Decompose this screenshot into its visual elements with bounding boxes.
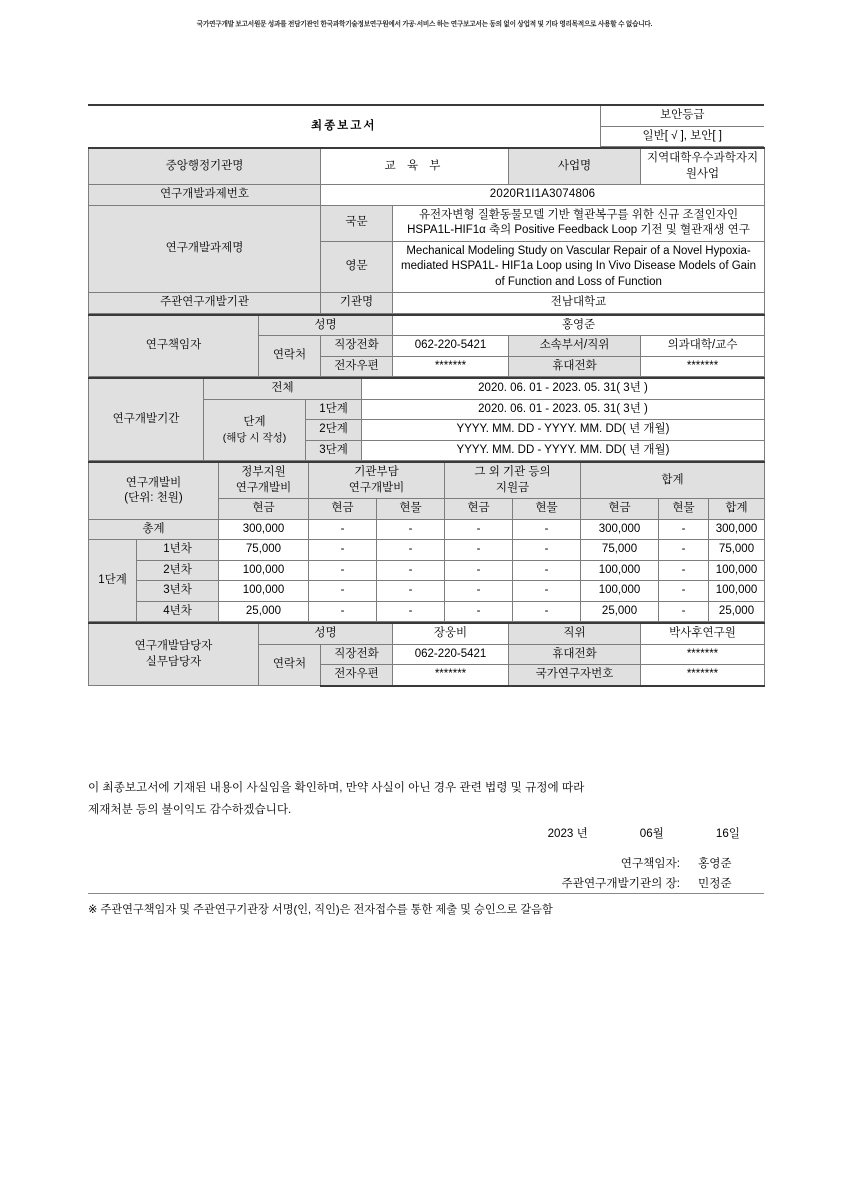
staff-office-phone-value: 062-220-5421	[393, 644, 509, 665]
budget-cell-3-0: 100,000	[219, 581, 309, 602]
staff-researcher-no-value: *******	[641, 665, 765, 686]
project-info-table	[88, 147, 765, 314]
table-row	[89, 601, 765, 622]
copyright-notice: 국가연구개발 보고서원문 성과를 전담기관인 한국과학기술정보연구원에서 가공·서비스 하는 연구보고서는 동의 없이 상업적 및 기타 영리목적으로 사용할 수 없습니다.	[196, 21, 653, 28]
budget-cell-2-4: -	[513, 560, 581, 581]
budget-cell-0-7: 300,000	[709, 519, 765, 540]
security-grade-header: 보안등급	[600, 105, 764, 126]
budget-subheader-5: 현금	[581, 499, 659, 520]
pi-name-label: 성명	[259, 315, 393, 336]
pi-email-label: 전자우편	[321, 356, 393, 377]
staff-email-label: 전자우편	[321, 665, 393, 686]
pi-email-value: *******	[393, 356, 509, 377]
budget-cell-4-2: -	[377, 601, 445, 622]
budget-stage-label: 1단계	[89, 540, 137, 622]
institution-name-label: 기관명	[321, 293, 393, 314]
period-total-row	[89, 378, 765, 399]
budget-cell-1-6: -	[659, 540, 709, 561]
staff-label-line1: 연구개발담당자	[134, 640, 213, 653]
budget-label-unit: (단위: 천원)	[124, 492, 183, 505]
budget-total-group: 합계	[581, 462, 765, 499]
budget-cell-0-0: 300,000	[219, 519, 309, 540]
budget-subheader-6: 현물	[659, 499, 709, 520]
staff-contact-label: 연락처	[259, 644, 321, 686]
period-stage-label-main: 단계	[243, 416, 266, 429]
budget-cell-0-2: -	[377, 519, 445, 540]
staff-position-label: 직위	[509, 623, 641, 644]
staff-label-line2: 실무담당자	[145, 655, 202, 668]
pi-signature-label: 연구책임자:	[620, 857, 680, 870]
budget-cell-2-0: 100,000	[219, 560, 309, 581]
budget-cell-3-6: -	[659, 581, 709, 602]
korean-title-label: 국문	[321, 205, 393, 241]
english-title-value: Mechanical Modeling Study on Vascular Repair of a Novel Hypoxia-mediated HSPA1L- HIF1a Loop using In Vivo Disease Models of Gain of Function and Loss of Function	[393, 241, 765, 293]
pi-label: 연구책임자	[89, 315, 259, 377]
agency-label: 중앙행정기관명	[89, 148, 321, 185]
budget-cell-1-3: -	[445, 540, 513, 561]
budget-cell-3-7: 100,000	[709, 581, 765, 602]
period-stage3-value: YYYY. MM. DD - YYYY. MM. DD( 년 개월)	[362, 440, 765, 461]
institution-name-value: 전남대학교	[393, 293, 765, 314]
signature-footnote: ※ 주관연구책임자 및 주관연구기관장 서명(인, 직인)은 전자접수를 통한 제출 및 승인으로 갈음함	[88, 893, 764, 917]
budget-table	[88, 461, 765, 622]
period-total-value: 2020. 06. 01 - 2023. 05. 31( 3년 )	[362, 378, 765, 399]
budget-gov-group	[219, 462, 309, 499]
staff-label	[89, 623, 259, 686]
head-signature-label: 주관연구개발기관의 장:	[561, 876, 680, 890]
project-number-label: 연구개발과제번호	[89, 185, 321, 206]
period-stage-label-sub: (해당 시 작성)	[222, 431, 287, 444]
declaration-line-1: 이 최종보고서에 기재된 내용이 사실임을 확인하며, 만약 사실이 아닌 경우 관련 법령 및 규정에 따라	[88, 781, 585, 794]
principal-investigator-table	[88, 314, 765, 378]
staff-mobile-value: *******	[641, 644, 765, 665]
period-label: 연구개발기간	[89, 378, 204, 461]
pi-office-phone-label: 직장전화	[321, 336, 393, 357]
declaration-line-2: 제재처분 등의 불이익도 감수하겠습니다.	[88, 803, 292, 816]
budget-cell-2-3: -	[445, 560, 513, 581]
period-stage3-name: 3단계	[306, 440, 362, 461]
period-stage1-value: 2020. 06. 01 - 2023. 05. 31( 3년 )	[362, 399, 765, 420]
budget-cell-4-7: 25,000	[709, 601, 765, 622]
pi-signature-row	[88, 854, 764, 874]
head-signature-row	[88, 874, 764, 894]
report-cover-table-wrapper	[88, 104, 764, 687]
budget-label	[89, 462, 219, 519]
staff-name-value: 장웅비	[393, 623, 509, 644]
agency-row	[89, 148, 765, 185]
period-stage-label	[204, 399, 306, 461]
budget-cell-2-2: -	[377, 560, 445, 581]
pi-department-value: 의과대학/교수	[641, 336, 765, 357]
agency-value: 교 육 부	[321, 148, 509, 185]
date-day: 16일	[715, 827, 740, 840]
budget-cell-4-5: 25,000	[581, 601, 659, 622]
pi-name-row	[89, 315, 765, 336]
pi-department-label: 소속부서/직위	[509, 336, 641, 357]
pi-mobile-label: 휴대전화	[509, 356, 641, 377]
budget-inst-line1: 기관부담	[354, 466, 399, 479]
budget-row-name-3: 3년차	[137, 581, 219, 602]
host-institution-row	[89, 293, 765, 314]
budget-cell-3-4: -	[513, 581, 581, 602]
budget-subheader-1: 현금	[309, 499, 377, 520]
budget-cell-1-2: -	[377, 540, 445, 561]
budget-inst-group	[309, 462, 445, 499]
budget-other-line2: 지원금	[495, 481, 530, 494]
program-label: 사업명	[509, 148, 641, 185]
project-title-kor-row	[89, 205, 765, 241]
budget-cell-1-1: -	[309, 540, 377, 561]
security-grade-value: 일반[ √ ], 보안[ ]	[600, 126, 764, 147]
pi-office-phone-value: 062-220-5421	[393, 336, 509, 357]
research-period-table	[88, 377, 765, 461]
staff-name-label: 성명	[259, 623, 393, 644]
table-row	[89, 540, 765, 561]
budget-cell-0-3: -	[445, 519, 513, 540]
page-title: 최종보고서	[88, 105, 600, 147]
staff-office-phone-label: 직장전화	[321, 644, 393, 665]
budget-subheader-7: 합계	[709, 499, 765, 520]
budget-header-row	[89, 462, 765, 499]
budget-cell-3-5: 100,000	[581, 581, 659, 602]
budget-row-name-0: 총계	[89, 519, 219, 540]
budget-cell-2-1: -	[309, 560, 377, 581]
budget-cell-1-5: 75,000	[581, 540, 659, 561]
staff-position-value: 박사후연구원	[641, 623, 765, 644]
budget-other-group	[445, 462, 581, 499]
budget-gov-line1: 정부지원	[241, 466, 286, 479]
date-year: 2023 년	[547, 827, 588, 840]
program-value: 지역대학우수과학자지원사업	[641, 148, 765, 185]
budget-subheader-2: 현물	[377, 499, 445, 520]
korean-title-value: 유전자변형 질환동물모델 기반 혈관복구를 위한 신규 조절인자인 HSPA1L-HIF1α 축의 Positive Feedback Loop 기전 및 혈관재생 연구	[393, 205, 765, 241]
budget-subheader-4: 현물	[513, 499, 581, 520]
budget-cell-3-2: -	[377, 581, 445, 602]
staff-mobile-label: 휴대전화	[509, 644, 641, 665]
budget-other-line1: 그 외 기관 등의	[474, 466, 551, 479]
budget-cell-0-1: -	[309, 519, 377, 540]
budget-row-name-1: 1년차	[137, 540, 219, 561]
staff-contact-table	[88, 622, 765, 687]
budget-cell-4-3: -	[445, 601, 513, 622]
pi-name-value: 홍영준	[393, 315, 765, 336]
signature-block	[88, 854, 764, 893]
budget-cell-1-7: 75,000	[709, 540, 765, 561]
budget-cell-2-5: 100,000	[581, 560, 659, 581]
budget-gov-line2: 연구개발비	[235, 481, 292, 494]
budget-inst-line2: 연구개발비	[348, 481, 405, 494]
budget-cell-1-4: -	[513, 540, 581, 561]
budget-cell-4-4: -	[513, 601, 581, 622]
budget-row-name-2: 2년차	[137, 560, 219, 581]
budget-label-main: 연구개발비	[125, 476, 182, 489]
staff-email-value: *******	[393, 665, 509, 686]
budget-cell-4-0: 25,000	[219, 601, 309, 622]
budget-cell-1-0: 75,000	[219, 540, 309, 561]
table-row	[89, 519, 765, 540]
staff-researcher-no-label: 국가연구자번호	[509, 665, 641, 686]
table-row	[89, 560, 765, 581]
title-row	[88, 105, 764, 126]
host-institution-label: 주관연구개발기관	[89, 293, 321, 314]
project-title-label: 연구개발과제명	[89, 205, 321, 293]
project-number-value: 2020R1I1A3074806	[321, 185, 765, 206]
title-security-table	[88, 104, 764, 147]
budget-cell-2-7: 100,000	[709, 560, 765, 581]
budget-subheader-3: 현금	[445, 499, 513, 520]
head-signature-name: 민정준	[698, 876, 732, 890]
period-total-label: 전체	[204, 378, 362, 399]
pi-mobile-value: *******	[641, 356, 765, 377]
budget-cell-4-6: -	[659, 601, 709, 622]
pi-signature-name: 홍영준	[698, 857, 732, 870]
table-row	[89, 581, 765, 602]
period-stage2-value: YYYY. MM. DD - YYYY. MM. DD( 년 개월)	[362, 420, 765, 441]
english-title-label: 영문	[321, 241, 393, 293]
budget-cell-0-4: -	[513, 519, 581, 540]
budget-cell-3-1: -	[309, 581, 377, 602]
budget-cell-0-5: 300,000	[581, 519, 659, 540]
budget-cell-0-6: -	[659, 519, 709, 540]
budget-subheader-0: 현금	[219, 499, 309, 520]
staff-name-row	[89, 623, 765, 644]
budget-cell-3-3: -	[445, 581, 513, 602]
budget-cell-2-6: -	[659, 560, 709, 581]
declaration-date	[88, 825, 764, 841]
project-number-row	[89, 185, 765, 206]
period-stage2-name: 2단계	[306, 420, 362, 441]
period-stage1-name: 1단계	[306, 399, 362, 420]
date-month: 06월	[639, 827, 664, 840]
budget-cell-4-1: -	[309, 601, 377, 622]
budget-row-name-4: 4년차	[137, 601, 219, 622]
pi-contact-label: 연락처	[259, 336, 321, 377]
